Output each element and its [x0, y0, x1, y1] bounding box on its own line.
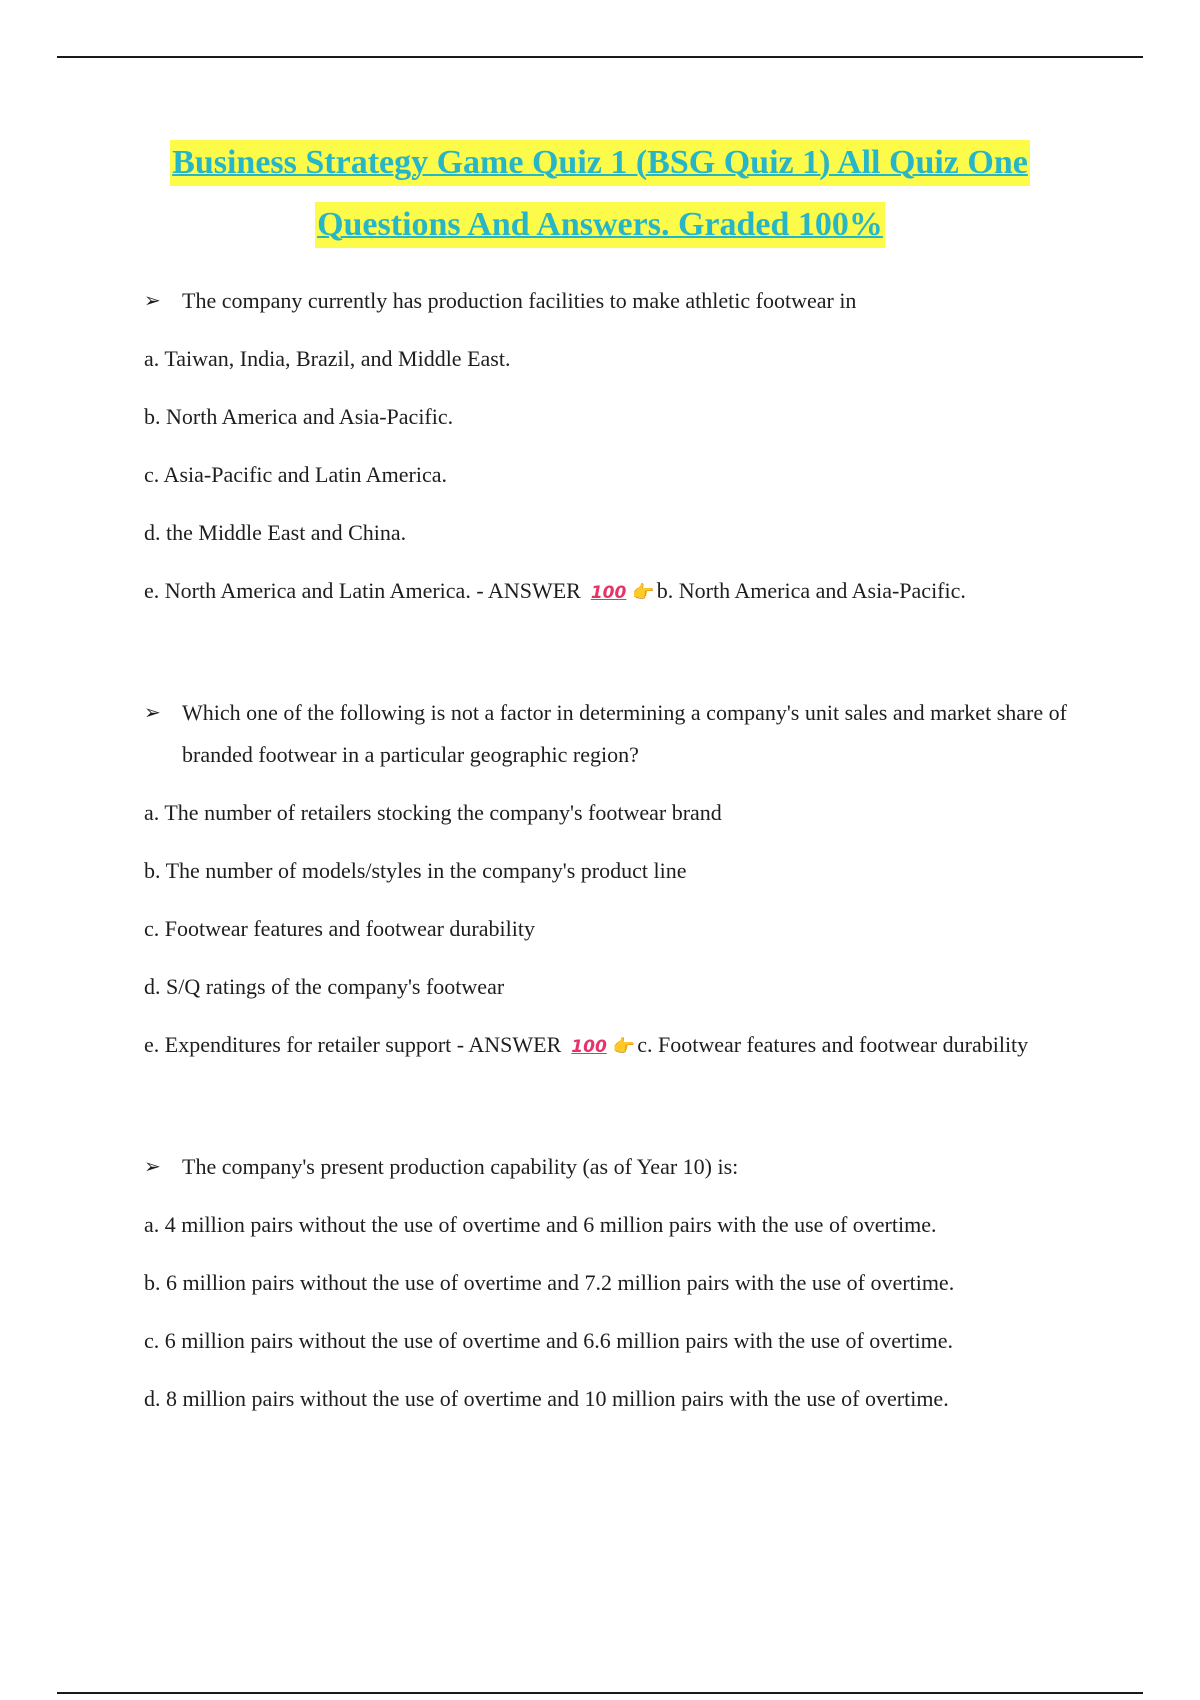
option-b: b. North America and Asia-Pacific.	[144, 404, 454, 429]
option-c: c. 6 million pairs without the use of overtime and 6.6 million pairs with the use of overtime.	[144, 1328, 953, 1353]
question-1	[144, 280, 1104, 322]
answer-text: b. North America and Asia-Pacific.	[656, 578, 966, 603]
bottom-rule	[57, 1692, 1143, 1694]
question-2	[144, 692, 1104, 776]
title-line-2: Questions And Answers. Graded 100%	[315, 202, 885, 248]
question-block-1	[144, 280, 1104, 612]
pointing-hand-icon: 👉	[632, 582, 655, 603]
option-b: b. The number of models/styles in the company's product line	[144, 858, 687, 883]
answer-text: c. Footwear features and footwear durability	[637, 1032, 1029, 1057]
option-d: d. the Middle East and China.	[144, 520, 407, 545]
option-a: a. 4 million pairs without the use of overtime and 6 million pairs with the use of overtime.	[144, 1212, 937, 1237]
pointing-hand-icon: 👉	[612, 1036, 636, 1057]
option-e-with-answer	[144, 570, 1104, 612]
option-b: b. 6 million pairs without the use of overtime and 7.2 million pairs with the use of overtime.	[144, 1270, 955, 1295]
arrow-bullet-icon: ➢	[144, 290, 161, 312]
title-line-1: Business Strategy Game Quiz 1 (BSG Quiz 1) All Quiz One	[170, 140, 1030, 186]
hundred-points-icon: 100	[571, 1037, 607, 1057]
option-e-with-answer	[144, 1024, 1104, 1066]
option-d: d. 8 million pairs without the use of overtime and 10 million pairs with the use of overtime.	[144, 1386, 949, 1411]
option-a: a. Taiwan, India, Brazil, and Middle East.	[144, 346, 511, 371]
question-text: Which one of the following is not a factor in determining a company's unit sales and market share of branded footwear in a particular geographic region?	[182, 700, 1067, 767]
option-d: d. S/Q ratings of the company's footwear	[144, 974, 505, 999]
question-text: The company's present production capability (as of Year 10) is:	[182, 1154, 739, 1179]
question-block-2	[144, 692, 1104, 1066]
question-3	[144, 1146, 1104, 1188]
arrow-bullet-icon: ➢	[144, 702, 161, 724]
top-rule	[57, 56, 1143, 58]
option-e: e. North America and Latin America. - ANSWER	[144, 578, 581, 603]
hundred-points-icon: 100	[590, 583, 627, 603]
document-title	[0, 140, 1200, 264]
question-text: The company currently has production facilities to make athletic footwear in	[182, 288, 857, 313]
option-c: c. Asia-Pacific and Latin America.	[144, 462, 447, 487]
option-a: a. The number of retailers stocking the company's footwear brand	[144, 800, 722, 825]
option-c: c. Footwear features and footwear durability	[144, 916, 535, 941]
option-e: e. Expenditures for retailer support - ANSWER	[144, 1032, 562, 1057]
question-block-3	[144, 1146, 1104, 1420]
arrow-bullet-icon: ➢	[144, 1156, 161, 1178]
